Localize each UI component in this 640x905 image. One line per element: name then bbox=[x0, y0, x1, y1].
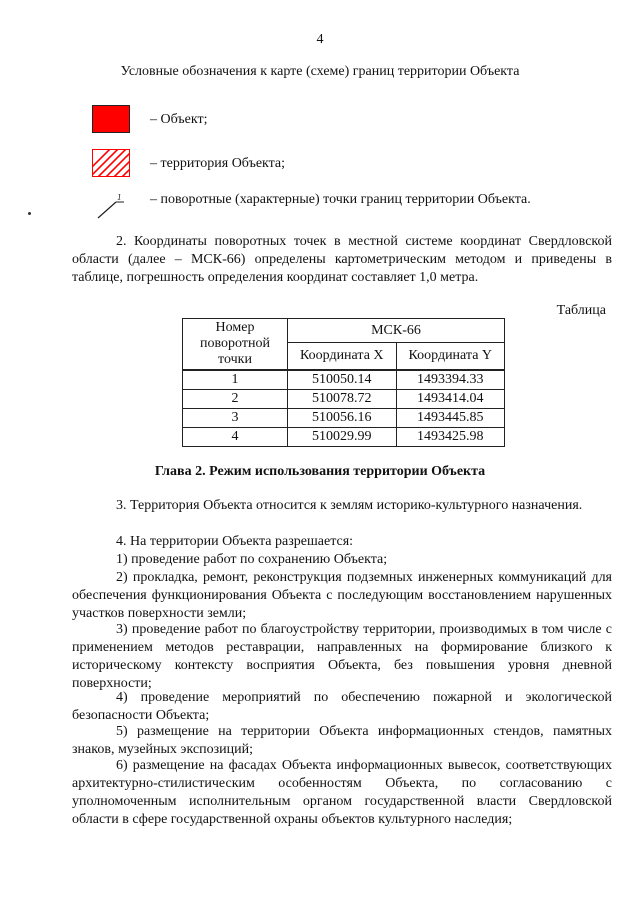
turning-point-marker-icon bbox=[96, 194, 126, 220]
point-number-cell: 2 bbox=[183, 390, 288, 409]
item-6: 6) размещение на фасадах Объекта информационных вывесок, соответствующих архитектурно-стилистическим особенностям Объекта, по согласованию с уполномоченным исполнительным органом государственной власти Свердловской области в сфере государственной охраны объектов культурного наследия; bbox=[72, 758, 612, 827]
page-number: 4 bbox=[316, 32, 324, 47]
point-number-cell: 4 bbox=[183, 428, 288, 447]
scan-speck bbox=[28, 212, 31, 215]
item-4: 4) проведение мероприятий по обеспечению пожарной и экологической безопасности Объекта; bbox=[72, 690, 612, 723]
paragraph-4: 4. На территории Объекта разрешается: bbox=[116, 534, 354, 549]
coordinate-x-cell: 510056.16 bbox=[288, 409, 397, 428]
chapter-2-heading: Глава 2. Режим использования территории Объекта bbox=[154, 464, 486, 479]
turning-point-marker-number: 1 bbox=[117, 194, 122, 202]
territory-legend-label: – территория Объекта; bbox=[150, 156, 286, 171]
coordinates-table bbox=[182, 318, 505, 447]
header-coordinate-system: МСК-66 bbox=[288, 319, 505, 343]
table-row bbox=[183, 390, 505, 409]
legend-title: Условные обозначения к карте (схеме) границ территории Объекта bbox=[120, 64, 520, 79]
item-3: 3) проведение работ по благоустройству территории, производимых в том числе с применением методов реставрации, направленных на формирование близкого к историческому контексту восприятия Объекта, без повышения уровня дневной поверхности; bbox=[72, 622, 612, 691]
item-2: 2) прокладка, ремонт, реконструкция подземных инженерных коммуникаций для обеспечения функционирования Объекта с последующим восстановлением нарушенных участков поверхности земли; bbox=[72, 570, 612, 621]
object-legend-label: – Объект; bbox=[150, 112, 208, 127]
point-legend-label: – поворотные (характерные) точки границ территории Объекта. bbox=[150, 192, 531, 207]
point-number-cell: 1 bbox=[183, 370, 288, 390]
paragraph-3: 3. Территория Объекта относится к землям историко-культурного назначения. bbox=[116, 498, 583, 513]
item-1: 1) проведение работ по сохранению Объекта; bbox=[116, 552, 388, 567]
coordinate-x-cell: 510078.72 bbox=[288, 390, 397, 409]
object-legend-swatch bbox=[92, 105, 130, 133]
header-coordinate-x: Координата X bbox=[288, 343, 397, 371]
table-caption: Таблица bbox=[556, 303, 606, 318]
coordinate-y-cell: 1493414.04 bbox=[396, 390, 505, 409]
header-coordinate-y: Координата Y bbox=[396, 343, 505, 371]
coordinate-y-cell: 1493425.98 bbox=[396, 428, 505, 447]
coordinate-y-cell: 1493394.33 bbox=[396, 370, 505, 390]
territory-hatch-swatch bbox=[92, 149, 130, 177]
item-5: 5) размещение на территории Объекта информационных стендов, памятных знаков, музейных экспозиций; bbox=[72, 724, 612, 757]
point-number-cell: 3 bbox=[183, 409, 288, 428]
coordinate-x-cell: 510050.14 bbox=[288, 370, 397, 390]
section-2-paragraph: 2. Координаты поворотных точек в местной системе координат Свердловской области (далее – МСК-66) определены картометрическим методом и приведены в таблице, погрешность определения координат составляет 1,0 метра. bbox=[72, 234, 612, 285]
coordinate-x-cell: 510029.99 bbox=[288, 428, 397, 447]
table-row bbox=[183, 428, 505, 447]
header-point-number: Номер поворотной точки bbox=[183, 319, 288, 371]
table-row bbox=[183, 409, 505, 428]
table-row bbox=[183, 370, 505, 390]
coordinate-y-cell: 1493445.85 bbox=[396, 409, 505, 428]
